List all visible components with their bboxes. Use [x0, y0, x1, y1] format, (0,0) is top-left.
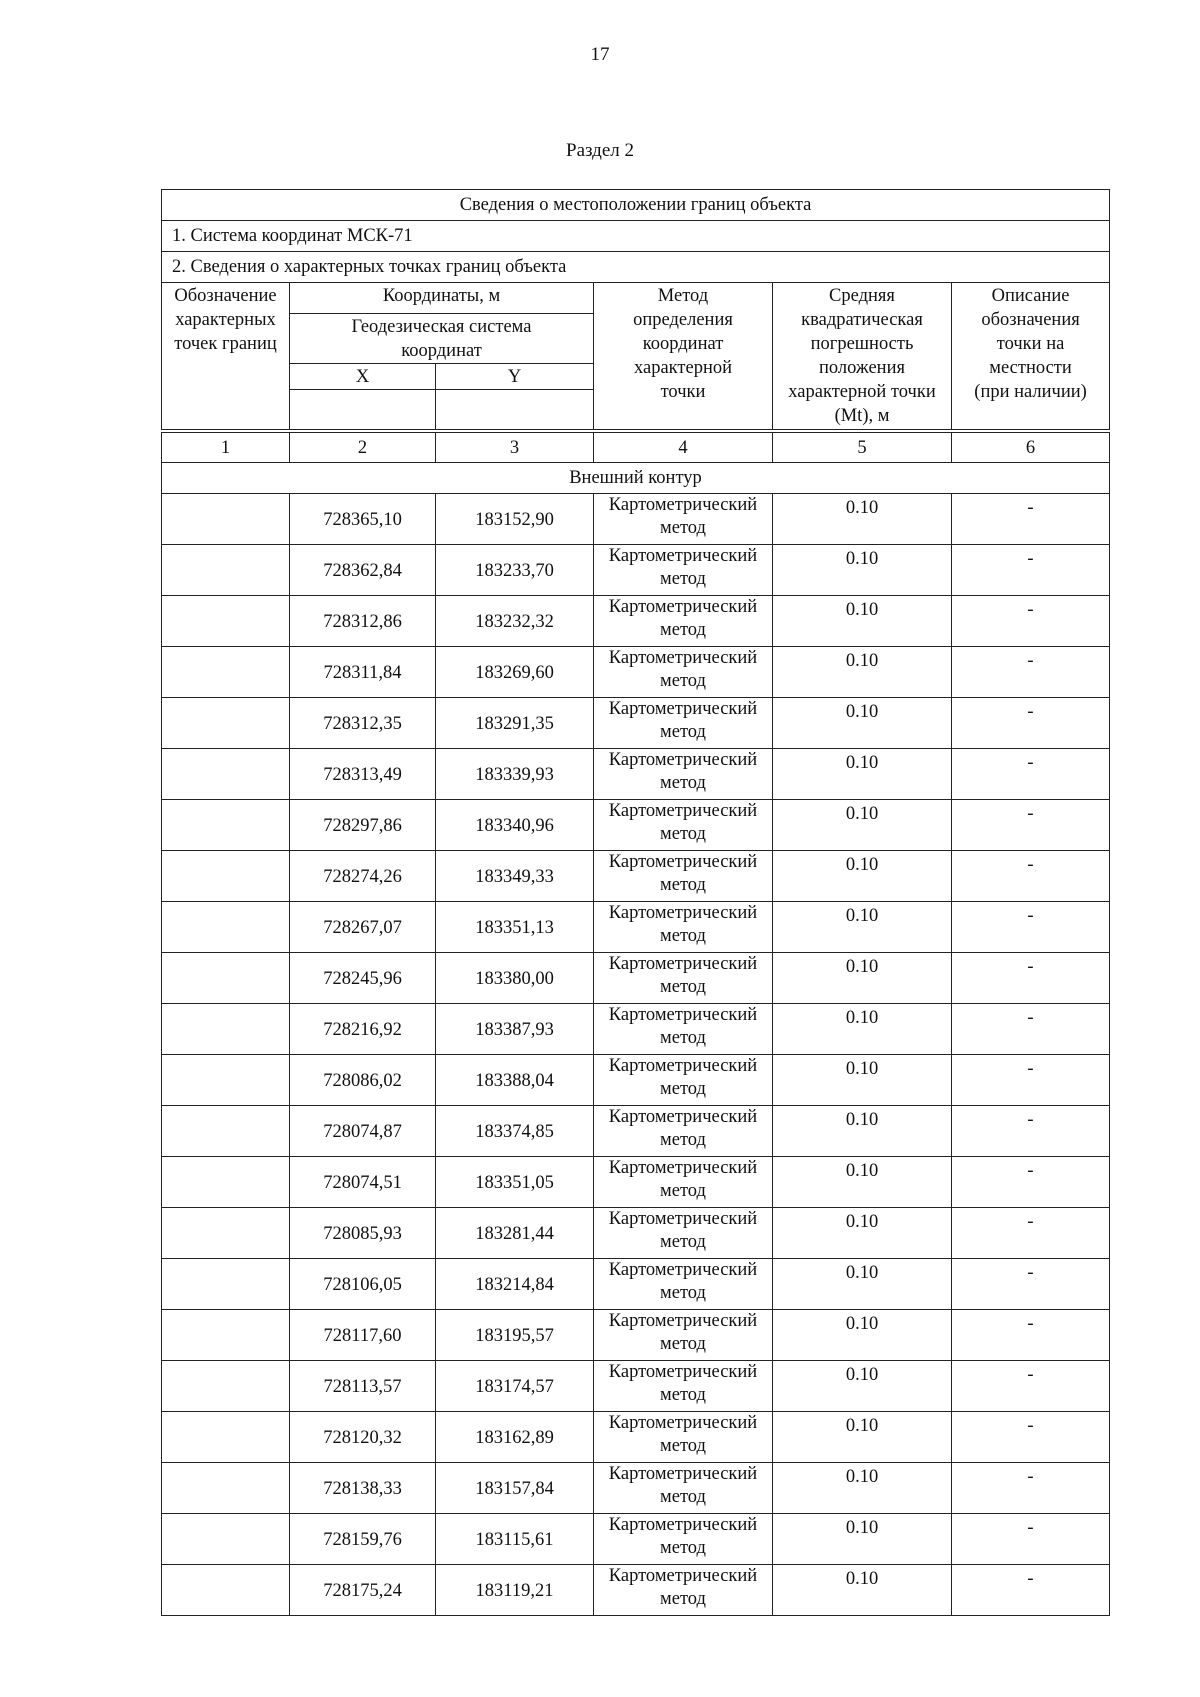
table-row [162, 1106, 1110, 1157]
method-line: Картометрический [608, 1311, 758, 1331]
method-line: Картометрический [608, 1158, 758, 1178]
table-row [162, 1004, 1110, 1055]
point-designation [162, 749, 290, 800]
coord-y: 183388,04 [436, 1055, 594, 1106]
method-cell [594, 494, 773, 545]
method-line: Картометрический [608, 1209, 758, 1229]
coord-y: 183233,70 [436, 545, 594, 596]
error-value: 0.10 [773, 749, 952, 800]
coord-x: 728267,07 [290, 902, 436, 953]
coord-system-label: 1. Система координат МСК-71 [162, 221, 1110, 252]
method-line: Картометрический [608, 1260, 758, 1280]
point-designation [162, 1208, 290, 1259]
method-cell [594, 1259, 773, 1310]
point-designation [162, 1361, 290, 1412]
header-geodesic-system: Геодезическая система координат [290, 314, 594, 364]
point-designation [162, 1463, 290, 1514]
method-cell [594, 1157, 773, 1208]
point-designation [162, 1514, 290, 1565]
point-designation [162, 647, 290, 698]
point-designation [162, 1004, 290, 1055]
coord-x: 728216,92 [290, 1004, 436, 1055]
method-line: метод [660, 1487, 706, 1507]
description-value: - [952, 1565, 1110, 1616]
coord-y: 183349,33 [436, 851, 594, 902]
method-cell [594, 1463, 773, 1514]
description-value: - [952, 851, 1110, 902]
method-line: метод [660, 1181, 706, 1201]
point-designation [162, 1259, 290, 1310]
method-line: метод [660, 1079, 706, 1099]
header-coordinates: Координаты, м [290, 283, 594, 314]
table-row [162, 1055, 1110, 1106]
method-line: Картометрический [608, 1566, 758, 1586]
point-designation [162, 953, 290, 1004]
column-number: 4 [594, 433, 773, 463]
coord-y: 183374,85 [436, 1106, 594, 1157]
error-value: 0.10 [773, 1361, 952, 1412]
point-designation [162, 596, 290, 647]
method-cell [594, 953, 773, 1004]
method-line: метод [660, 773, 706, 793]
coord-x: 728086,02 [290, 1055, 436, 1106]
table-row [162, 1514, 1110, 1565]
point-designation [162, 800, 290, 851]
method-line: Картометрический [608, 495, 758, 515]
method-line: Картометрический [608, 1005, 758, 1025]
error-value: 0.10 [773, 1208, 952, 1259]
error-value: 0.10 [773, 1004, 952, 1055]
point-designation [162, 1106, 290, 1157]
table-row [162, 1310, 1110, 1361]
coord-x: 728311,84 [290, 647, 436, 698]
method-cell [594, 902, 773, 953]
method-line: метод [660, 977, 706, 997]
method-cell [594, 1361, 773, 1412]
coord-x: 728074,51 [290, 1157, 436, 1208]
coord-x: 728138,33 [290, 1463, 436, 1514]
description-value: - [952, 1208, 1110, 1259]
method-line: Картометрический [608, 1464, 758, 1484]
error-value: 0.10 [773, 494, 952, 545]
table-row [162, 1565, 1110, 1616]
method-cell [594, 647, 773, 698]
error-value: 0.10 [773, 1157, 952, 1208]
method-line: Картометрический [608, 954, 758, 974]
point-designation [162, 494, 290, 545]
method-line: Картометрический [608, 1515, 758, 1535]
method-cell [594, 596, 773, 647]
boundary-points-table [161, 432, 1110, 1616]
error-value: 0.10 [773, 1412, 952, 1463]
header-method: Метод определения координат характерной точки [594, 283, 773, 430]
section-title: Раздел 2 [566, 140, 634, 161]
method-cell [594, 1514, 773, 1565]
method-line: метод [660, 1538, 706, 1558]
method-cell [594, 545, 773, 596]
method-line: метод [660, 1028, 706, 1048]
method-cell [594, 1412, 773, 1463]
description-value: - [952, 647, 1110, 698]
method-line: Картометрический [608, 648, 758, 668]
method-line: Картометрический [608, 1362, 758, 1382]
method-line: метод [660, 1589, 706, 1609]
coord-x: 728313,49 [290, 749, 436, 800]
table-title: Сведения о местоположении границ объекта [162, 190, 1110, 221]
method-cell [594, 1106, 773, 1157]
method-line: метод [660, 518, 706, 538]
table-row [162, 545, 1110, 596]
coord-x: 728175,24 [290, 1565, 436, 1616]
table-row [162, 647, 1110, 698]
point-designation [162, 1412, 290, 1463]
coord-x: 728274,26 [290, 851, 436, 902]
coord-y: 183162,89 [436, 1412, 594, 1463]
description-value: - [952, 1106, 1110, 1157]
coord-x: 728106,05 [290, 1259, 436, 1310]
method-cell [594, 1310, 773, 1361]
coord-x: 728159,76 [290, 1514, 436, 1565]
description-value: - [952, 698, 1110, 749]
point-designation [162, 851, 290, 902]
coord-x: 728074,87 [290, 1106, 436, 1157]
coord-y: 183380,00 [436, 953, 594, 1004]
coord-y: 183291,35 [436, 698, 594, 749]
coord-y: 183174,57 [436, 1361, 594, 1412]
description-value: - [952, 1361, 1110, 1412]
coord-y: 183119,21 [436, 1565, 594, 1616]
header-y: Y [436, 364, 594, 390]
coord-y: 183281,44 [436, 1208, 594, 1259]
column-number: 3 [436, 433, 594, 463]
method-line: метод [660, 620, 706, 640]
table-row [162, 698, 1110, 749]
error-value: 0.10 [773, 1463, 952, 1514]
coord-x: 728362,84 [290, 545, 436, 596]
coord-y: 183157,84 [436, 1463, 594, 1514]
column-number: 6 [952, 433, 1110, 463]
error-value: 0.10 [773, 1310, 952, 1361]
error-value: 0.10 [773, 698, 952, 749]
method-cell [594, 749, 773, 800]
method-line: метод [660, 1283, 706, 1303]
coord-y: 183152,90 [436, 494, 594, 545]
contour-row [162, 463, 1110, 494]
error-value: 0.10 [773, 851, 952, 902]
column-number: 5 [773, 433, 952, 463]
error-value: 0.10 [773, 953, 952, 1004]
point-designation [162, 1055, 290, 1106]
coord-y: 183351,13 [436, 902, 594, 953]
table-row [162, 1157, 1110, 1208]
table-row [162, 800, 1110, 851]
description-value: - [952, 1055, 1110, 1106]
coord-x: 728365,10 [290, 494, 436, 545]
coord-x: 728297,86 [290, 800, 436, 851]
method-cell [594, 1004, 773, 1055]
method-line: метод [660, 569, 706, 589]
description-value: - [952, 596, 1110, 647]
method-cell [594, 851, 773, 902]
method-line: метод [660, 926, 706, 946]
column-number: 2 [290, 433, 436, 463]
method-line: метод [660, 1334, 706, 1354]
method-line: метод [660, 1436, 706, 1456]
coord-y: 183351,05 [436, 1157, 594, 1208]
error-value: 0.10 [773, 902, 952, 953]
coord-y: 183387,93 [436, 1004, 594, 1055]
description-value: - [952, 1310, 1110, 1361]
description-value: - [952, 1004, 1110, 1055]
table-row [162, 1463, 1110, 1514]
point-designation [162, 902, 290, 953]
method-line: Картометрический [608, 1056, 758, 1076]
column-number: 1 [162, 433, 290, 463]
method-line: метод [660, 1130, 706, 1150]
table-row [162, 902, 1110, 953]
description-value: - [952, 800, 1110, 851]
header-y-spacer [436, 390, 594, 430]
method-line: метод [660, 1232, 706, 1252]
point-designation [162, 698, 290, 749]
error-value: 0.10 [773, 1106, 952, 1157]
coord-y: 183339,93 [436, 749, 594, 800]
description-value: - [952, 953, 1110, 1004]
description-value: - [952, 1514, 1110, 1565]
method-line: метод [660, 1385, 706, 1405]
points-info-label: 2. Сведения о характерных точках границ объекта [162, 252, 1110, 283]
contour-label: Внешний контур [162, 463, 1110, 494]
description-value: - [952, 545, 1110, 596]
header-designation: Обозначение характерных точек границ [162, 283, 290, 430]
table-row [162, 1259, 1110, 1310]
table-row [162, 494, 1110, 545]
boundary-header-table [161, 189, 1110, 430]
table-row [162, 1361, 1110, 1412]
header-description: Описание обозначения точки на местности (при наличии) [952, 283, 1110, 430]
coord-x: 728117,60 [290, 1310, 436, 1361]
coord-y: 183340,96 [436, 800, 594, 851]
table-row [162, 749, 1110, 800]
table-row [162, 596, 1110, 647]
coord-x: 728312,35 [290, 698, 436, 749]
column-number-row [162, 433, 1110, 463]
method-line: Картометрический [608, 852, 758, 872]
method-line: Картометрический [608, 1107, 758, 1127]
point-designation [162, 1310, 290, 1361]
method-line: метод [660, 824, 706, 844]
description-value: - [952, 494, 1110, 545]
method-line: метод [660, 671, 706, 691]
method-cell [594, 698, 773, 749]
description-value: - [952, 1259, 1110, 1310]
method-cell [594, 800, 773, 851]
page-number: 17 [590, 44, 610, 65]
coord-y: 183269,60 [436, 647, 594, 698]
method-cell [594, 1565, 773, 1616]
description-value: - [952, 749, 1110, 800]
method-cell [594, 1208, 773, 1259]
error-value: 0.10 [773, 1514, 952, 1565]
coord-y: 183232,32 [436, 596, 594, 647]
method-line: метод [660, 875, 706, 895]
coord-x: 728312,86 [290, 596, 436, 647]
description-value: - [952, 1463, 1110, 1514]
method-line: Картометрический [608, 597, 758, 617]
table-row [162, 953, 1110, 1004]
method-line: Картометрический [608, 1413, 758, 1433]
error-value: 0.10 [773, 647, 952, 698]
coord-x: 728085,93 [290, 1208, 436, 1259]
method-cell [594, 1055, 773, 1106]
error-value: 0.10 [773, 1259, 952, 1310]
method-line: метод [660, 722, 706, 742]
table-row [162, 1208, 1110, 1259]
coord-y: 183115,61 [436, 1514, 594, 1565]
table-row [162, 1412, 1110, 1463]
point-designation [162, 1157, 290, 1208]
error-value: 0.10 [773, 1565, 952, 1616]
description-value: - [952, 1412, 1110, 1463]
method-line: Картометрический [608, 546, 758, 566]
coord-y: 183195,57 [436, 1310, 594, 1361]
description-value: - [952, 902, 1110, 953]
method-line: Картометрический [608, 750, 758, 770]
point-designation [162, 1565, 290, 1616]
error-value: 0.10 [773, 545, 952, 596]
header-error: Средняя квадратическая погрешность положения характерной точки (Mt), м [773, 283, 952, 430]
coord-x: 728120,32 [290, 1412, 436, 1463]
error-value: 0.10 [773, 1055, 952, 1106]
method-line: Картометрический [608, 801, 758, 821]
coord-x: 728245,96 [290, 953, 436, 1004]
description-value: - [952, 1157, 1110, 1208]
coord-x: 728113,57 [290, 1361, 436, 1412]
coord-y: 183214,84 [436, 1259, 594, 1310]
header-x-spacer [290, 390, 436, 430]
point-designation [162, 545, 290, 596]
error-value: 0.10 [773, 596, 952, 647]
method-line: Картометрический [608, 903, 758, 923]
table-row [162, 851, 1110, 902]
error-value: 0.10 [773, 800, 952, 851]
header-x: X [290, 364, 436, 390]
method-line: Картометрический [608, 699, 758, 719]
